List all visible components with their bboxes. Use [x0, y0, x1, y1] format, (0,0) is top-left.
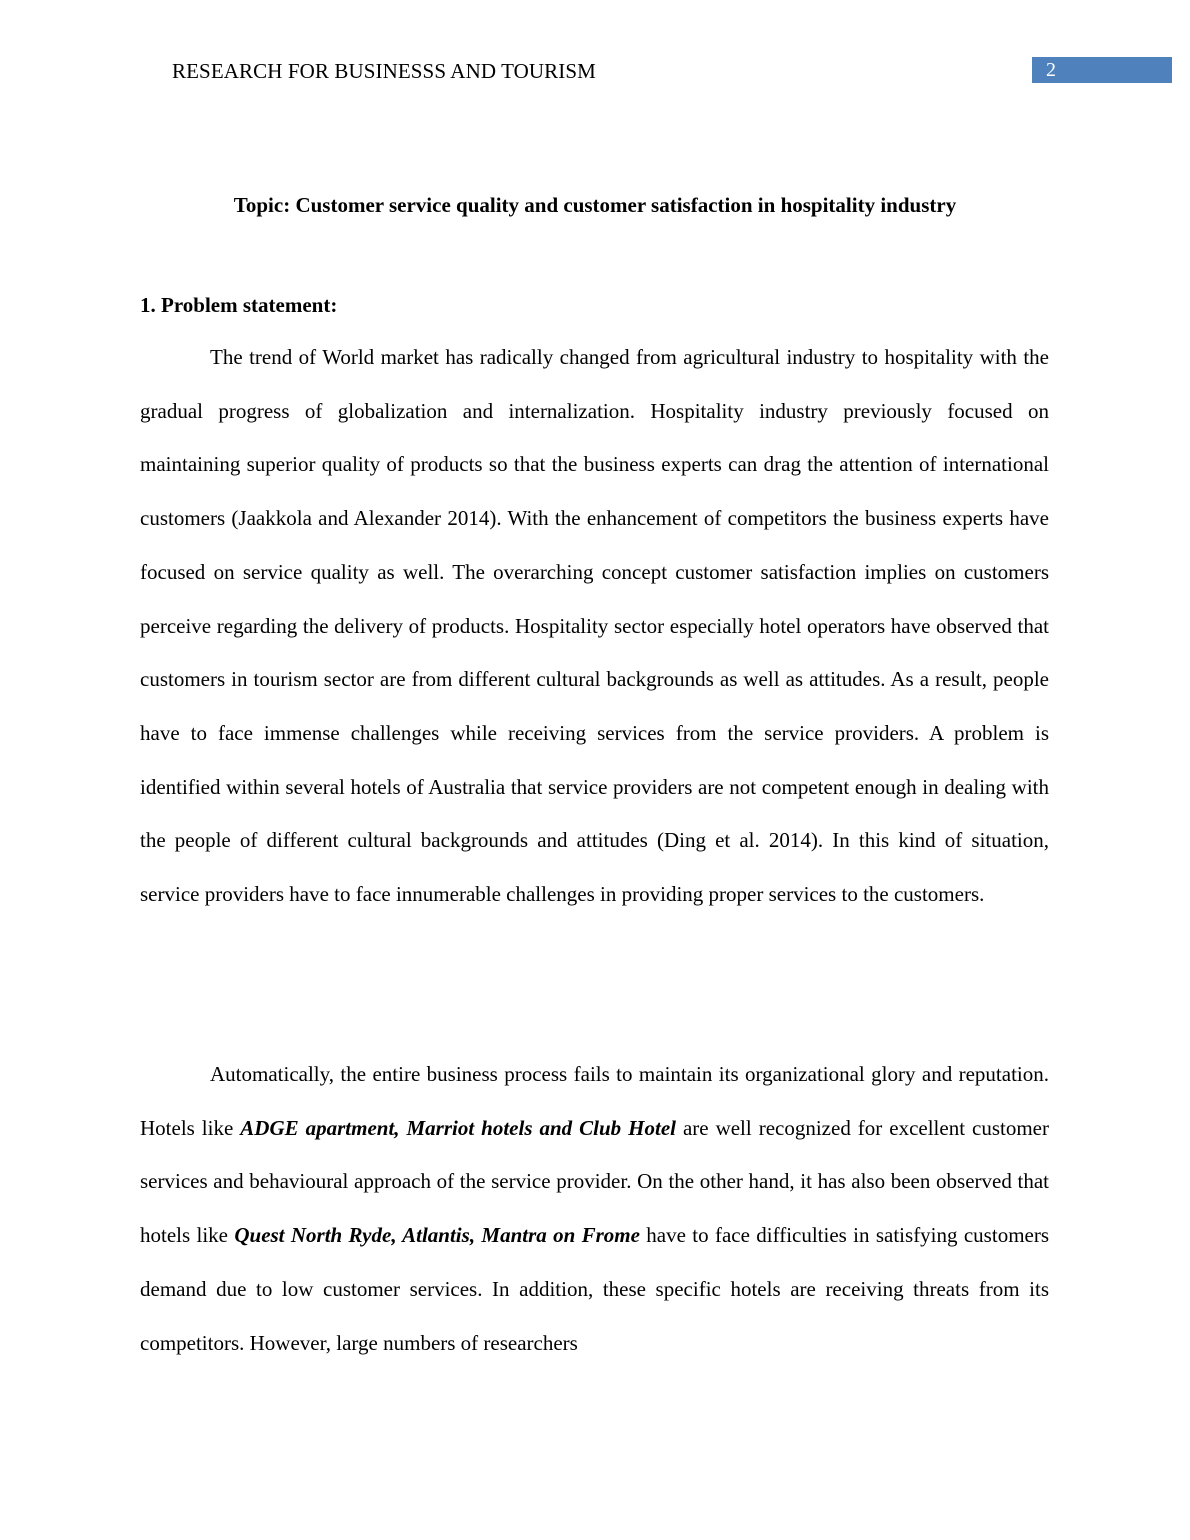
paragraph-2-text-b: are well recognized for excellent customer services and behavioural approach of the service provider. On the other hand, it has also been observed that hotels like	[140, 1115, 1050, 1248]
page-number: 2	[1032, 57, 1172, 83]
paragraph-2-emphasis-hotels-good: ADGE apartment, Marriot hotels and Club Hotel	[240, 1115, 676, 1140]
paragraph-2-text-c: have to face difficulties in satisfying customers demand due to low customer services. In addition, these specific hotels are receiving threats from its competitors. However, large numbers of researchers	[140, 1223, 1050, 1355]
paragraph-2-emphasis-hotels-poor: Quest North Ryde, Atlantis, Mantra on Frome	[234, 1223, 640, 1248]
paragraph-2-text-a: Automatically, the entire business process fails to maintain its organizational glory and reputation. Hotels like	[140, 1062, 1049, 1140]
section-heading-problem-statement: 1. Problem statement:	[140, 293, 338, 317]
topic-title: Topic: Customer service quality and customer satisfaction in hospitality industry	[233, 193, 957, 217]
paragraph-1: The trend of World market has radically changed from agricultural industry to hospitality with the gradual progress of globalization and internalization. Hospitality industry previously focused on maintaining superior quality of products so that the business experts can drag the attention of international customers (Jaakkola and Alexander 2014). With the enhancement of competitors the business experts have focused on service quality as well. The overarching concept customer satisfaction implies on customers perceive regarding the delivery of products. Hospitality sector especially hotel operators have observed that customers in tourism sector are from different cultural backgrounds as well as attitudes. As a result, people have to face immense challenges while receiving services from the service providers. A problem is identified within several hotels of Australia that service providers are not competent enough in dealing with the people of different cultural backgrounds and attitudes (Ding et al. 2014). In this kind of situation, service providers have to face innumerable challenges in providing proper services to the customers.	[140, 345, 1049, 907]
paragraph-2	[140, 1048, 1049, 1370]
running-head-title: RESEARCH FOR BUSINESSS AND TOURISM	[172, 59, 596, 83]
